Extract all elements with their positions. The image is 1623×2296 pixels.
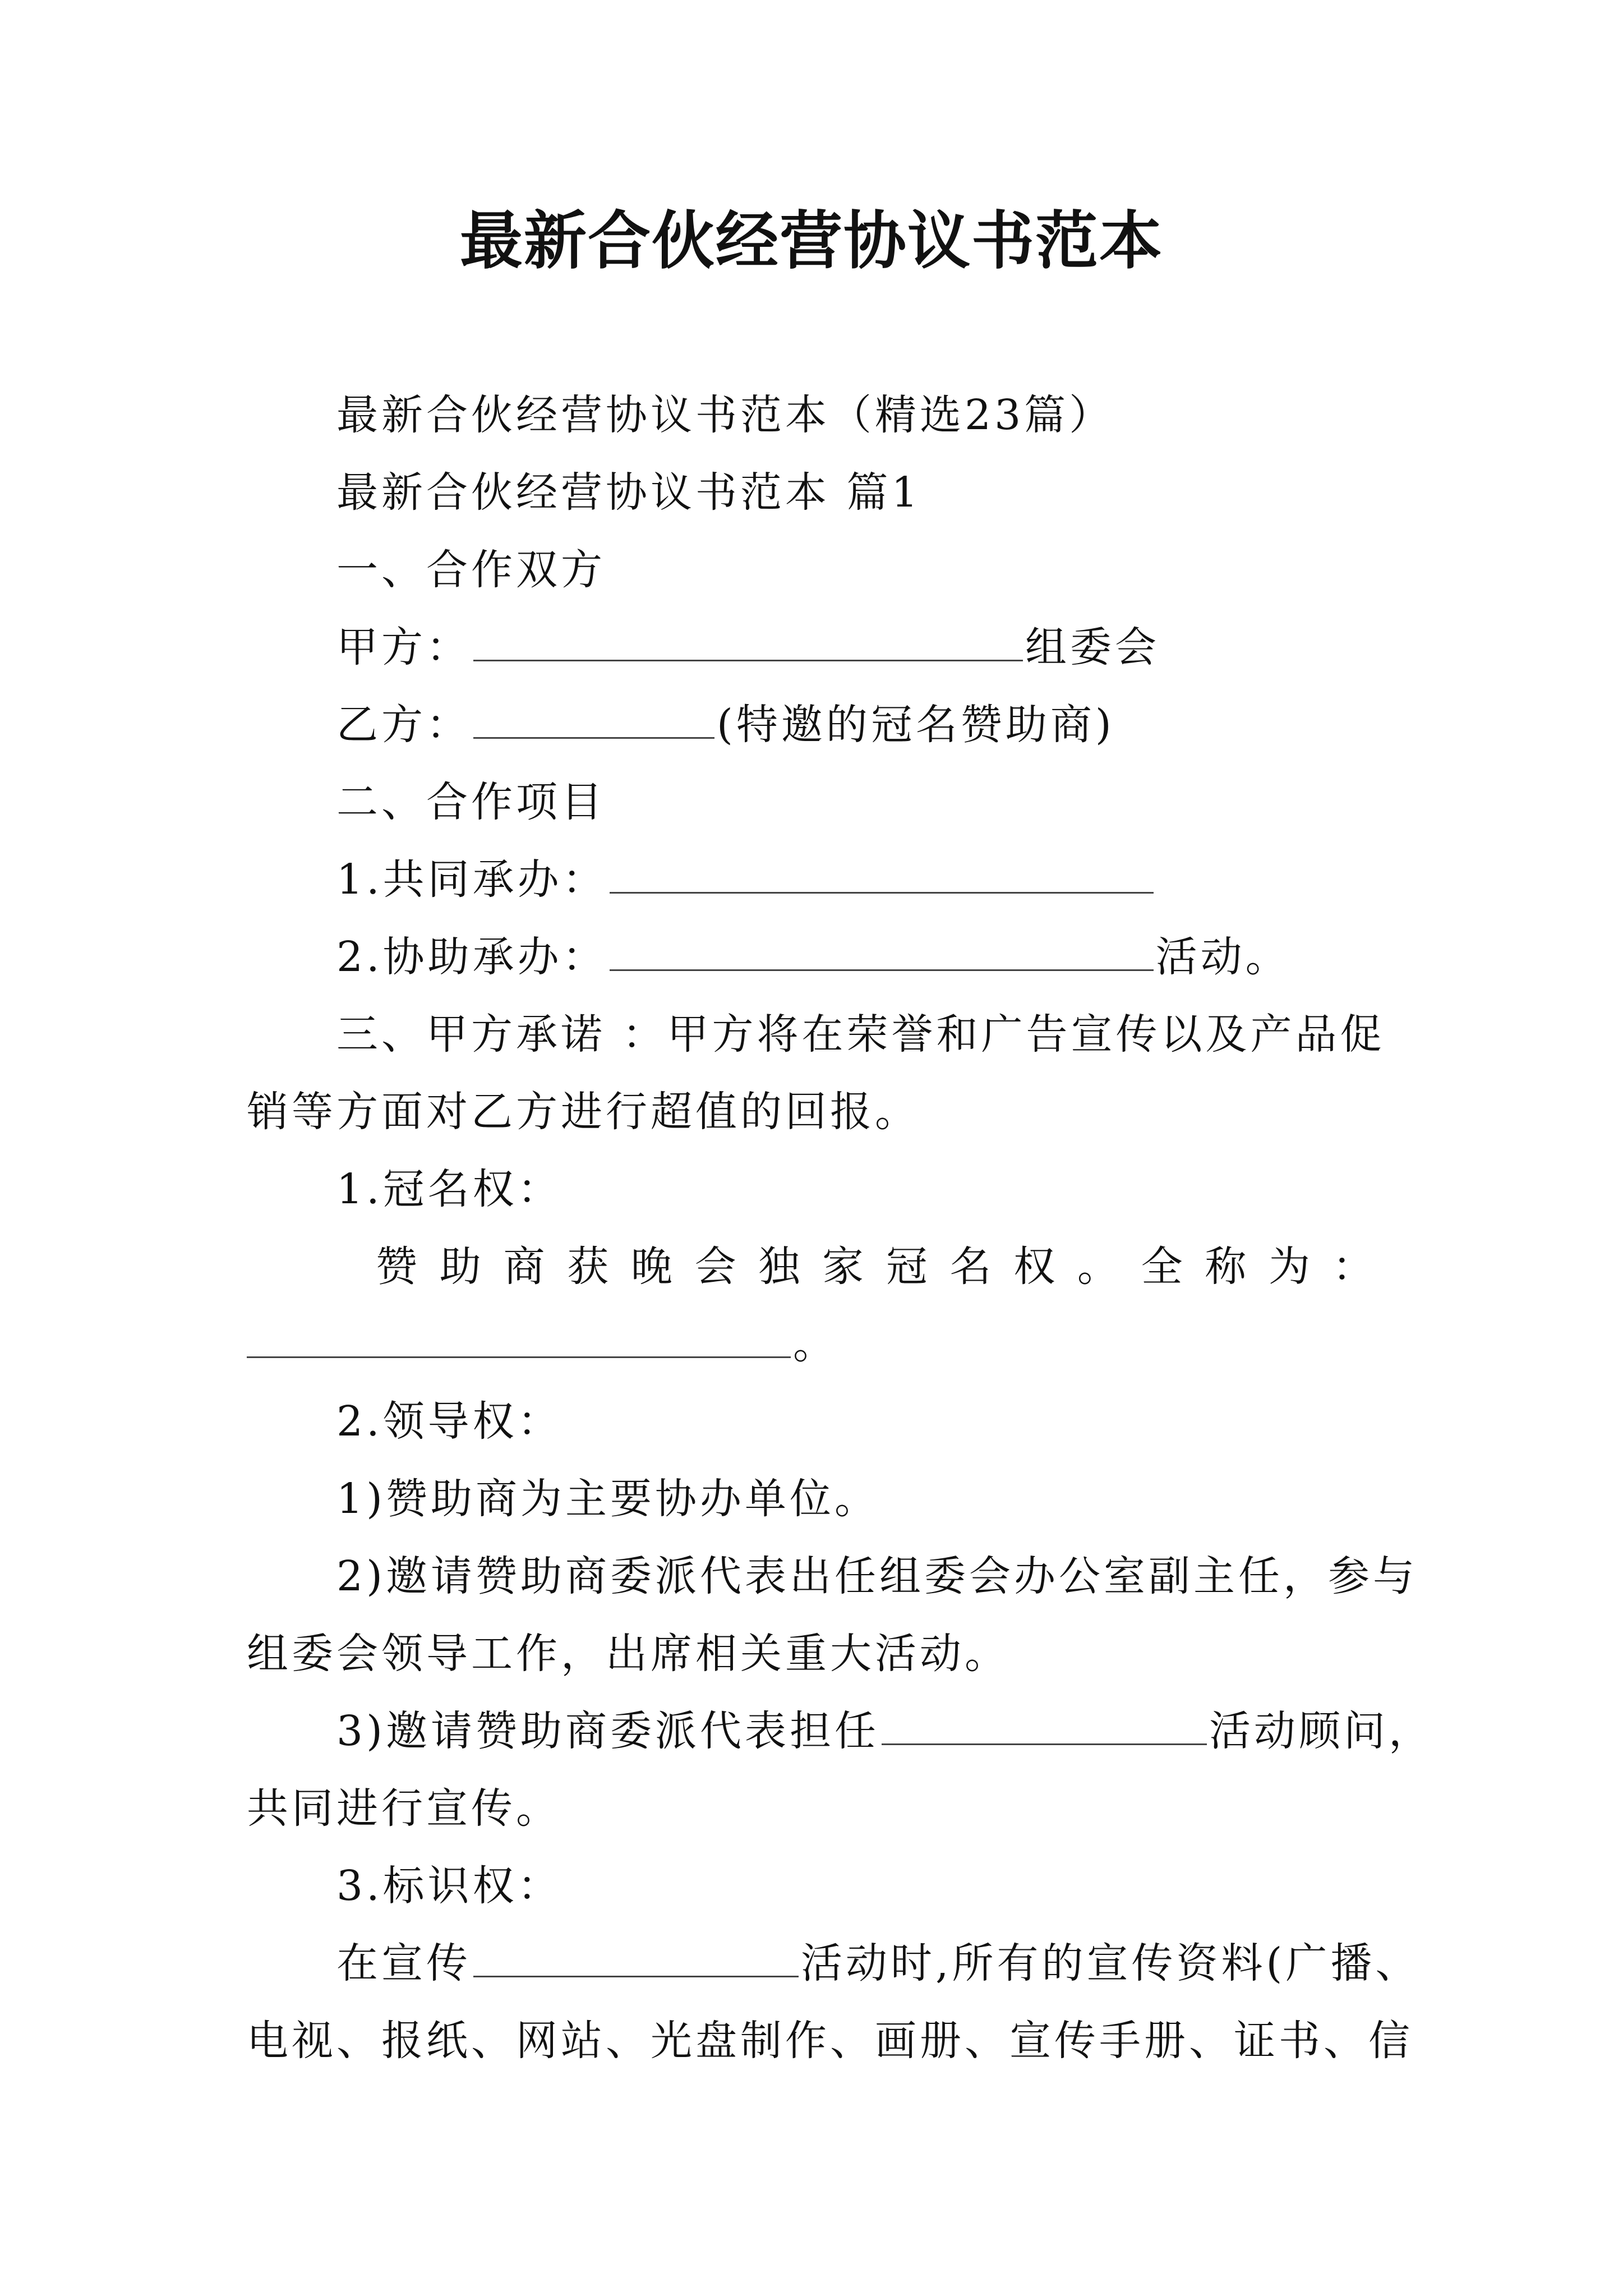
naming-fill-line (247, 1316, 838, 1372)
item1-line (336, 852, 1156, 908)
section3-line2: 销等方面对乙方进行超值的回报。 (247, 1088, 920, 1136)
section-heading-parties: 一、合作双方 (336, 546, 606, 594)
naming-char: 名 (949, 1243, 992, 1291)
naming-char: 晚 (630, 1243, 672, 1291)
leadership-3-prefix: 3)邀请赞助商委派代表担任 (336, 1707, 879, 1755)
naming-heading: 1.冠名权： (336, 1165, 562, 1213)
party-a-line (336, 619, 1160, 675)
section3-line1: 三、甲方承诺 ：甲方将在荣誉和广告宣传以及产品促 (336, 1010, 1385, 1059)
leadership-item-3-line2: 共同进行宣传。 (247, 1784, 561, 1833)
naming-char: 会 (694, 1243, 736, 1291)
naming-char: 助 (439, 1243, 481, 1291)
naming-char: 全 (1141, 1243, 1183, 1291)
item1-blank (610, 853, 1154, 894)
naming-char: 冠 (886, 1243, 928, 1291)
naming-end: 。 (793, 1320, 838, 1368)
leadership-heading: 2.领导权： (336, 1397, 562, 1446)
item2-suffix: 活动。 (1155, 933, 1290, 981)
document-subtitle: 最新合伙经营协议书范本（精选23篇） (336, 391, 1114, 439)
logo-suffix: 活动时,所有的宣传资料(广播、 (801, 1939, 1421, 1987)
leadership-3-suffix: 活动顾问， (1209, 1707, 1433, 1755)
party-a-suffix: 组委会 (1025, 623, 1160, 671)
leadership-item-2-line2: 组委会领导工作，出席相关重大活动。 (247, 1630, 1009, 1678)
item1-label: 1.共同承办： (336, 855, 607, 904)
party-b-blank (473, 698, 714, 739)
party-b-line (336, 697, 1115, 753)
naming-blank (247, 1317, 791, 1358)
leadership-3-blank (882, 1704, 1207, 1745)
item2-line (336, 929, 1290, 985)
naming-char: 权 (1013, 1243, 1055, 1291)
logo-heading: 3.标识权： (336, 1862, 562, 1910)
logo-line1 (336, 1935, 1420, 1991)
party-a-blank (473, 620, 1023, 661)
document-title: 最新合伙经营协议书范本 (460, 204, 1163, 278)
leadership-item-2-line1: 2)邀请赞助商委派代表出任组委会办公室副主任，参与 (336, 1552, 1418, 1600)
leadership-item-1: 1)赞助商为主要协办单位。 (336, 1475, 879, 1523)
naming-char: 称 (1205, 1243, 1247, 1291)
naming-line (376, 1239, 1374, 1295)
party-b-label: 乙方： (336, 701, 471, 749)
naming-char: 家 (822, 1243, 864, 1291)
naming-char: 独 (758, 1243, 800, 1291)
naming-char: 获 (567, 1243, 609, 1291)
party-a-label: 甲方： (336, 623, 471, 671)
logo-blank (473, 1936, 799, 1977)
part-heading: 最新合伙经营协议书范本 篇1 (336, 468, 921, 517)
section-heading-projects: 二、合作项目 (336, 778, 606, 826)
naming-char: 赞 (376, 1243, 417, 1291)
naming-char: 为 (1269, 1243, 1311, 1291)
naming-char: ： (1332, 1243, 1374, 1291)
naming-char: 。 (1077, 1243, 1119, 1291)
naming-char: 商 (503, 1243, 545, 1291)
item2-blank (610, 930, 1154, 971)
item2-label: 2.协助承办： (336, 933, 607, 981)
logo-line2: 电视、报纸、网站、光盘制作、画册、宣传手册、证书、信 (247, 2017, 1413, 2065)
logo-prefix: 在宣传 (336, 1939, 471, 1987)
leadership-item-3-line1 (336, 1703, 1433, 1759)
party-b-suffix: (特邀的冠名赞助商) (717, 701, 1115, 749)
